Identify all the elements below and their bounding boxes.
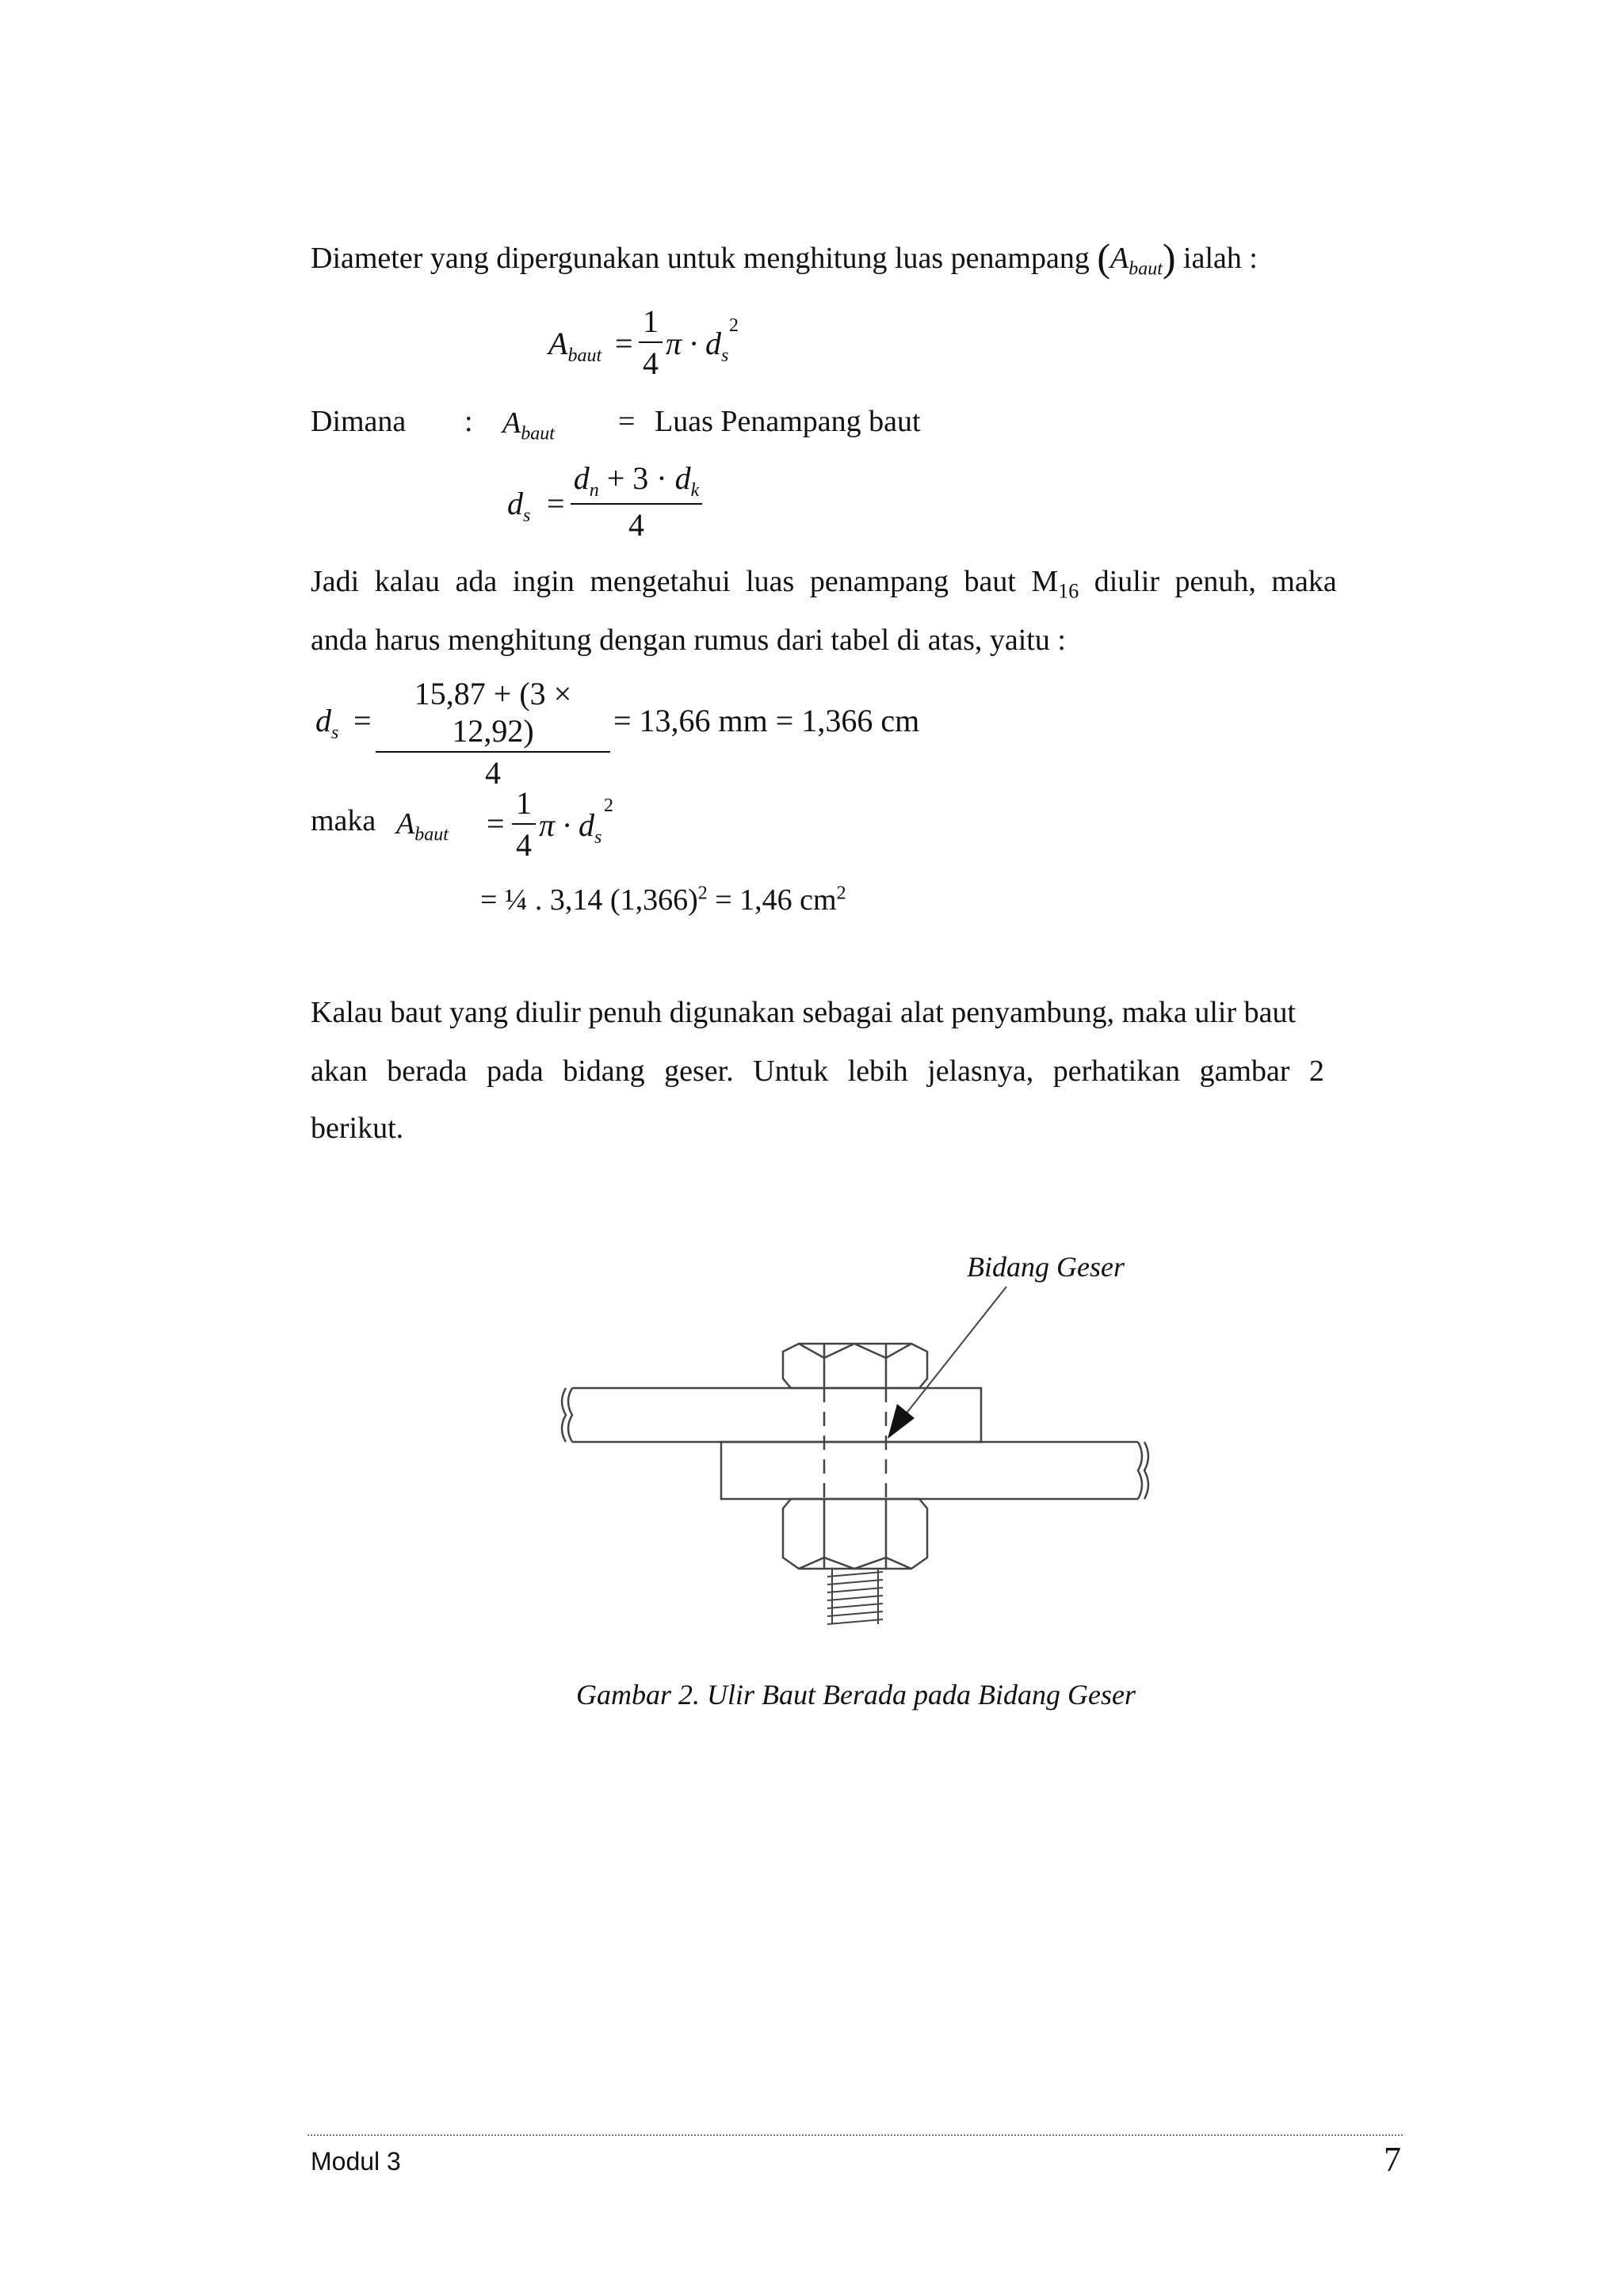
formula1-den: 4 bbox=[643, 345, 659, 381]
intro-symbol: A bbox=[1109, 242, 1129, 275]
formula4-rhs-sup: 2 bbox=[604, 795, 613, 816]
formula4-num: 1 bbox=[516, 785, 532, 821]
formula3-eq: = bbox=[353, 703, 372, 738]
paragraph2-line3: berikut. bbox=[311, 1112, 404, 1145]
footer-module: Modul 3 bbox=[311, 2147, 401, 2176]
page-number: 7 bbox=[1384, 2140, 1401, 2179]
formula2-den: 4 bbox=[628, 507, 644, 543]
where-definition: Luas Penampang baut bbox=[655, 405, 921, 438]
formula3-lhs: $d_s$ bbox=[315, 703, 339, 743]
where-colon: : bbox=[464, 405, 473, 438]
formula4-rhs: $\pi \cdot d_s$ bbox=[539, 807, 602, 848]
formula5-line: = ¼ . 3,14 $(1,366)^2 = 1,46$ $cm^2$ bbox=[480, 883, 846, 917]
footer-rule bbox=[307, 2134, 1403, 2136]
paragraph1-line2: anda harus menghitung dengan rumus dari tabel di atas, yaitu : bbox=[311, 624, 1066, 657]
formula1-num: 1 bbox=[643, 303, 659, 339]
formula2-num: $d_n + 3 \cdot d_k$ bbox=[573, 460, 700, 501]
formula3-result: = 13,66 mm = 1,366 cm bbox=[613, 703, 920, 738]
paragraph2-line2: akan berada pada bidang geser. Untuk lebih jelasnya, perhatikan gambar 2 bbox=[311, 1055, 1325, 1088]
formula3-den: 4 bbox=[485, 755, 501, 791]
formula2-eq: = bbox=[547, 486, 565, 521]
formula4-prefix: maka bbox=[311, 804, 376, 837]
formula1-rhs: $\pi \cdot d_s$ bbox=[666, 326, 729, 366]
formula3-num: 15,87 + (3 × 12,92) bbox=[414, 676, 572, 749]
figure-label: Bidang Geser bbox=[967, 1251, 1125, 1283]
formula1-rhs-sup: 2 bbox=[729, 315, 739, 336]
intro-suffix: ialah : bbox=[1183, 242, 1258, 275]
intro-symbol-sub: baut bbox=[1128, 258, 1163, 280]
paren-open: ( bbox=[1097, 235, 1110, 280]
where-label: Dimana bbox=[311, 405, 407, 438]
formula1-lhs: $A_{baut}$ bbox=[548, 326, 602, 366]
formula4-eq: = bbox=[487, 806, 505, 841]
formula2-lhs: $d_s$ bbox=[507, 486, 531, 526]
paragraph1-line1: Jadi kalau ada ingin mengetahui luas penampang baut $M_{16}$ diulir penuh, maka bbox=[311, 565, 1337, 603]
formula1-eq: = bbox=[615, 326, 633, 361]
paragraph2-line1: Kalau baut yang diulir penuh digunakan sebagai alat penyambung, maka ulir baut bbox=[311, 996, 1296, 1029]
formula4-lhs: $A_{baut}$ bbox=[396, 807, 449, 845]
where-symbol: $A_{baut}$ bbox=[502, 406, 555, 444]
where-eq: = bbox=[618, 405, 636, 438]
intro-text: Diameter yang dipergunakan untuk menghitung luas penampang bbox=[311, 242, 1090, 275]
formula4-den: 4 bbox=[516, 827, 532, 863]
paren-close: ) bbox=[1162, 235, 1176, 280]
figure-caption: Gambar 2. Ulir Baut Berada pada Bidang Geser bbox=[576, 1679, 1136, 1711]
